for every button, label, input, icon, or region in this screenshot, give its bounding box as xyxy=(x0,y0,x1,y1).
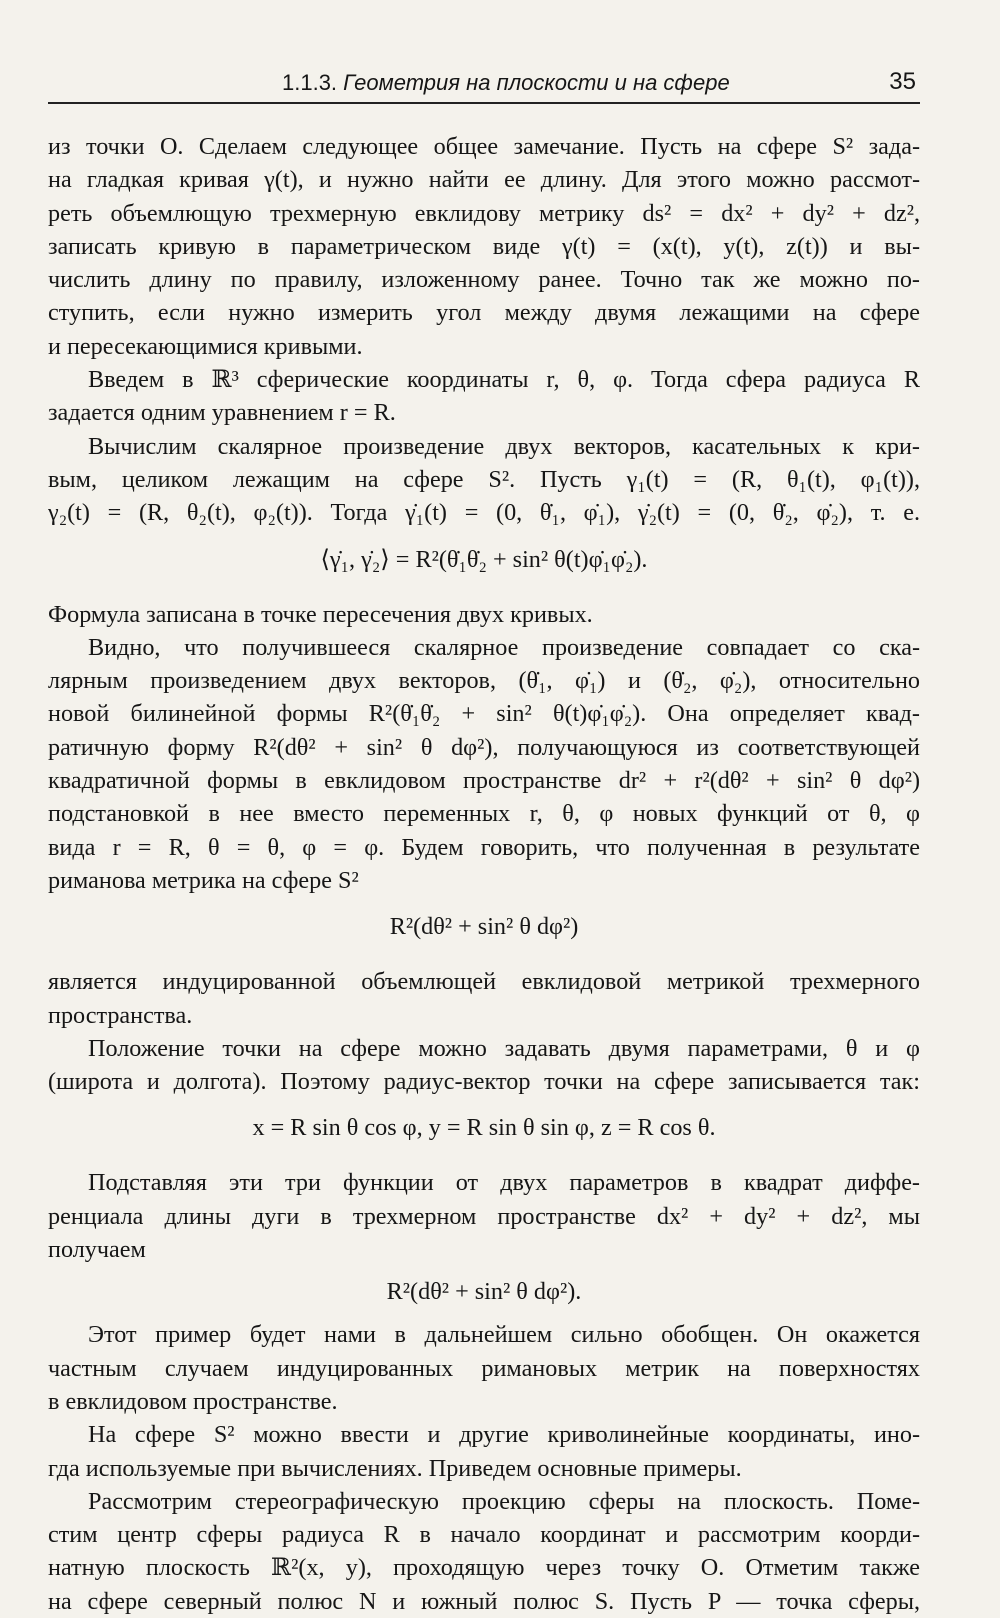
text-line: ренциала длины дуги в трехмерном пространстве dx² + dy² + dz², мы xyxy=(48,1202,920,1230)
body-text xyxy=(48,130,920,1618)
display-formula: x = R sin θ cos φ, y = R sin θ sin φ, z = R cos θ. xyxy=(252,1114,716,1142)
text-line: ступить, если нужно измерить угол между двумя лежащими на сфере xyxy=(48,299,920,327)
text-line: реть объемлющую трехмерную евклидову метрику ds² = dx² + dy² + dz², xyxy=(48,199,920,227)
text-line: и пересекающимися кривыми. xyxy=(48,332,363,360)
text-fragment: является индуцированной объемлющей евклидовой метрикой трехмерного xyxy=(48,968,920,996)
text-line: получаем xyxy=(48,1236,146,1264)
text-line: в евклидовом пространстве. xyxy=(48,1387,338,1415)
text-line: новой билинейной формы R²(θ̇₁θ̇₂ + sin² θ(t)φ̇₁φ̇₂). Она определяет квад- xyxy=(48,700,920,728)
text-line: пространства. xyxy=(48,1001,193,1029)
page-number: 35 xyxy=(889,68,916,95)
text-line: натную плоскость ℝ²(x, y), проходящую через точку O. Отметим также xyxy=(48,1554,920,1582)
text-line: частным случаем индуцированных римановых метрик на поверхностях xyxy=(48,1354,920,1382)
text-line: Этот пример будет нами в дальнейшем сильно обобщен. Он окажется xyxy=(88,1321,920,1349)
display-formula: R²(dθ² + sin² θ dφ²). xyxy=(386,1278,582,1306)
text-line: подстановкой в нее вместо переменных r, θ, φ новых функций от θ, φ xyxy=(48,800,920,828)
text-line: ратичную форму R²(dθ² + sin² θ dφ²), получающуюся из соответствующей xyxy=(48,733,920,761)
display-formula: ⟨γ̇₁, γ̇₂⟩ = R²(θ̇₁θ̇₂ + sin² θ(t)φ̇₁φ̇₂). xyxy=(320,545,648,573)
text-line: на сфере северный полюс N и южный полюс S. Пусть P — точка сферы, xyxy=(48,1587,920,1615)
text-line: задается одним уравнением r = R. xyxy=(48,399,396,427)
text-line: числить длину по правилу, изложенному ранее. Точно так же можно по- xyxy=(48,266,920,294)
text-line: Положение точки на сфере можно задавать двумя параметрами, θ и φ xyxy=(88,1034,920,1062)
text-line: стим центр сферы радиуса R в начало координат и рассмотрим коорди- xyxy=(48,1521,920,1549)
text-line: вида r = R, θ = θ, φ = φ. Будем говорить, что полученная в результате xyxy=(48,833,920,861)
text-line: вым, целиком лежащим на сфере S². Пусть γ₁(t) = (R, θ₁(t), φ₁(t)), xyxy=(48,465,920,493)
text-line: На сфере S² можно ввести и другие криволинейные координаты, ино- xyxy=(88,1421,920,1449)
text-line: Вычислим скалярное произведение двух векторов, касательных к кри- xyxy=(88,432,920,460)
text-line: Формула записана в точке пересечения двух кривых. xyxy=(48,600,593,628)
text-line: гда используемые при вычислениях. Приведем основные примеры. xyxy=(48,1454,742,1482)
text-line: γ₂(t) = (R, θ₂(t), φ₂(t)). Тогда γ̇₁(t) = (0, θ̇₁, φ̇₁), γ̇₂(t) = (0, θ̇₂, φ̇₂), т. е. xyxy=(48,499,920,527)
text-line: (широта и долгота). Поэтому радиус-вектор точки на сфере записывается так: xyxy=(48,1068,920,1096)
section-number: 1.1.3. xyxy=(282,70,338,95)
running-header xyxy=(48,62,920,104)
text-line: из точки O. Сделаем следующее общее замечание. Пусть на сфере S² зада- xyxy=(48,133,920,160)
text-line: риманова метрика на сфере S² xyxy=(48,866,359,894)
text-line: Видно, что получившееся скалярное произведение совпадает со ска- xyxy=(88,633,920,661)
text-line xyxy=(48,965,920,998)
text-line: Подставляя эти три функции от двух параметров в квадрат диффе- xyxy=(88,1169,920,1197)
section-heading xyxy=(282,70,730,96)
text-line: Введем в ℝ³ сферические координаты r, θ, φ. Тогда сфера радиуса R xyxy=(88,366,920,394)
display-formula: R²(dθ² + sin² θ dφ²) xyxy=(389,913,579,941)
text-line: Рассмотрим стереографическую проекцию сферы на плоскость. Поме- xyxy=(88,1487,920,1515)
text-line: записать кривую в параметрическом виде γ(t) = (x(t), y(t), z(t)) и вы- xyxy=(48,232,920,260)
text-line: квадратичной формы в евклидовом пространстве dr² + r²(dθ² + sin² θ dφ²) xyxy=(48,767,920,795)
section-title: Геометрия на плоскости и на сфере xyxy=(343,70,730,95)
text-line: лярным произведением двух векторов, (θ̇₁, φ̇₁) и (θ̇₂, φ̇₂), относительно xyxy=(48,667,920,695)
text-line: на гладкая кривая γ(t), и нужно найти ее длину. Для этого можно рассмот- xyxy=(48,166,920,194)
